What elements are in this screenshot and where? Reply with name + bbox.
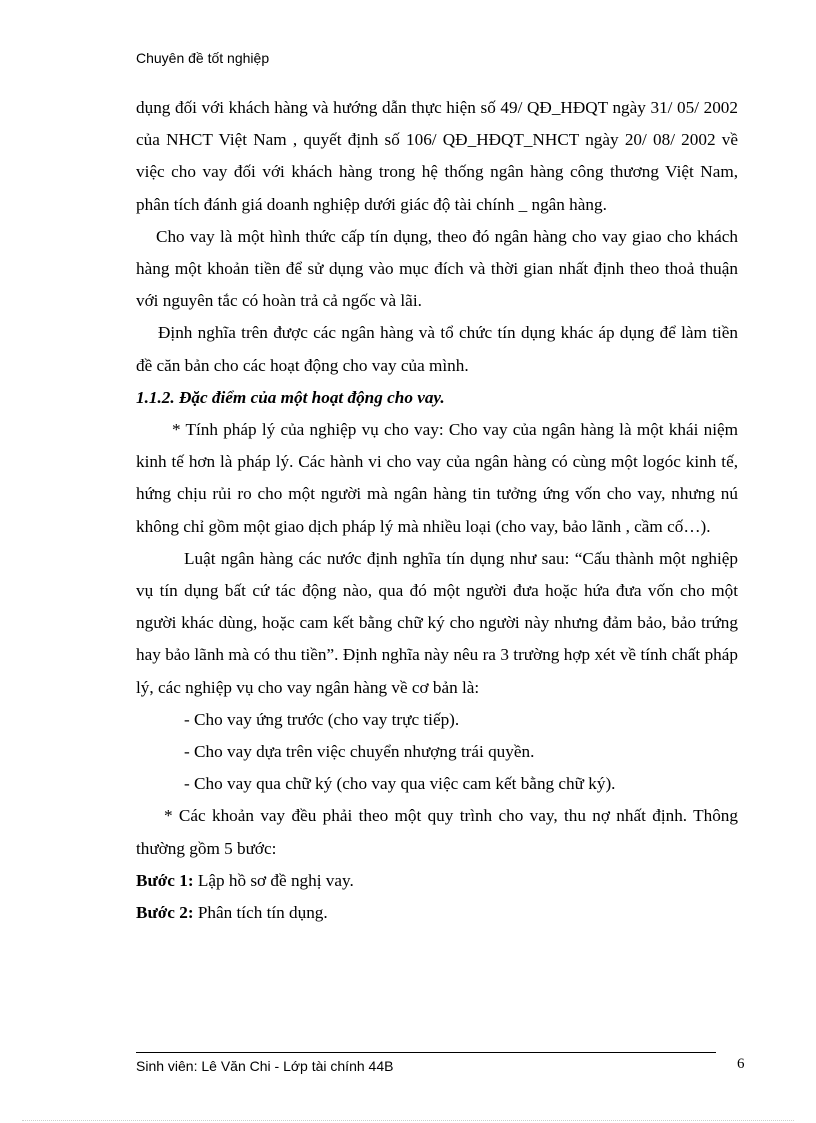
paragraph: * Các khoản vay đều phải theo một quy trình cho vay, thu nợ nhất định. Thông thường gồm 5 bước:: [136, 806, 738, 858]
list-item: - Cho vay ứng trước (cho vay trực tiếp).: [184, 709, 460, 729]
paragraph: dụng đối với khách hàng và hướng dẫn thực hiện số 49/ QĐ_HĐQT ngày 31/ 05/ 2002 của NHCT Việt Nam , quyết định số 106/ QĐ_HĐQT_NHCT ngày 20/ 08/ 2002 về việc cho vay đối với khách hàng trong hệ thống ngân hàng công thương Việt Nam, phân tích đánh giá doanh nghiệp dưới giác độ tài chính _ ngân hàng.: [136, 98, 738, 214]
running-header: Chuyên đề tốt nghiệp: [136, 50, 270, 66]
step-label: Bước 2:: [136, 903, 194, 923]
footer-divider: [136, 1052, 716, 1053]
step-label: Bước 1:: [136, 870, 194, 890]
list-item: - Cho vay dựa trên việc chuyển nhượng trái quyền.: [184, 742, 535, 762]
footer-student: Sinh viên: Lê Văn Chi - Lớp tài chính 44B: [136, 1058, 394, 1074]
step-text: Lập hồ sơ đề nghị vay.: [193, 870, 354, 890]
page-number: 6: [737, 1056, 745, 1072]
paragraph: * Tính pháp lý của nghiệp vụ cho vay: Cho vay của ngân hàng là một khái niệm kinh tế hơn là pháp lý. Các hành vi cho vay của ngân hàng có cùng một logóc kinh tế, hứng chịu rủi ro cho một người mà ngân hàng tin tưởng ứng vốn cho vay, nhưng nú không chỉ gồm một giao dịch pháp lý mà nhiều loại (cho vay, bảo lãnh , cầm cố…).: [136, 420, 738, 536]
list-item: - Cho vay qua chữ ký (cho vay qua việc cam kết bằng chữ ký).: [184, 774, 616, 794]
paragraph: Định nghĩa trên được các ngân hàng và tổ chức tín dụng khác áp dụng để làm tiền đề căn bản cho các hoạt động cho vay của mình.: [136, 323, 738, 375]
body-text: [136, 92, 738, 929]
step-item: [136, 865, 738, 897]
paragraph: Luật ngân hàng các nước định nghĩa tín dụng như sau: “Cấu thành một nghiệp vụ tín dụng bất cứ tác động nào, qua đó một người đưa hoặc hứa đưa vốn cho một người khác dùng, hoặc cam kết bằng chữ ký cho người này nhưng đảm bảo, bảo trứng hay bảo lãnh mà có thu tiền”. Định nghĩa này nêu ra 3 trường hợp xét về tính chất pháp lý, các nghiệp vụ cho vay ngân hàng về cơ bản là:: [136, 548, 738, 697]
step-item: [136, 897, 738, 929]
section-heading: 1.1.2. Đặc điểm của một hoạt động cho vay.: [136, 387, 445, 407]
step-text: Phân tích tín dụng.: [193, 903, 328, 923]
page-edge-divider: [22, 1120, 794, 1121]
paragraph: Cho vay là một hình thức cấp tín dụng, theo đó ngân hàng cho vay giao cho khách hàng một khoản tiền để sử dụng vào mục đích và thời gian nhất định theo thoả thuận với nguyên tắc có hoàn trả cả ngốc và lãi.: [136, 226, 738, 311]
